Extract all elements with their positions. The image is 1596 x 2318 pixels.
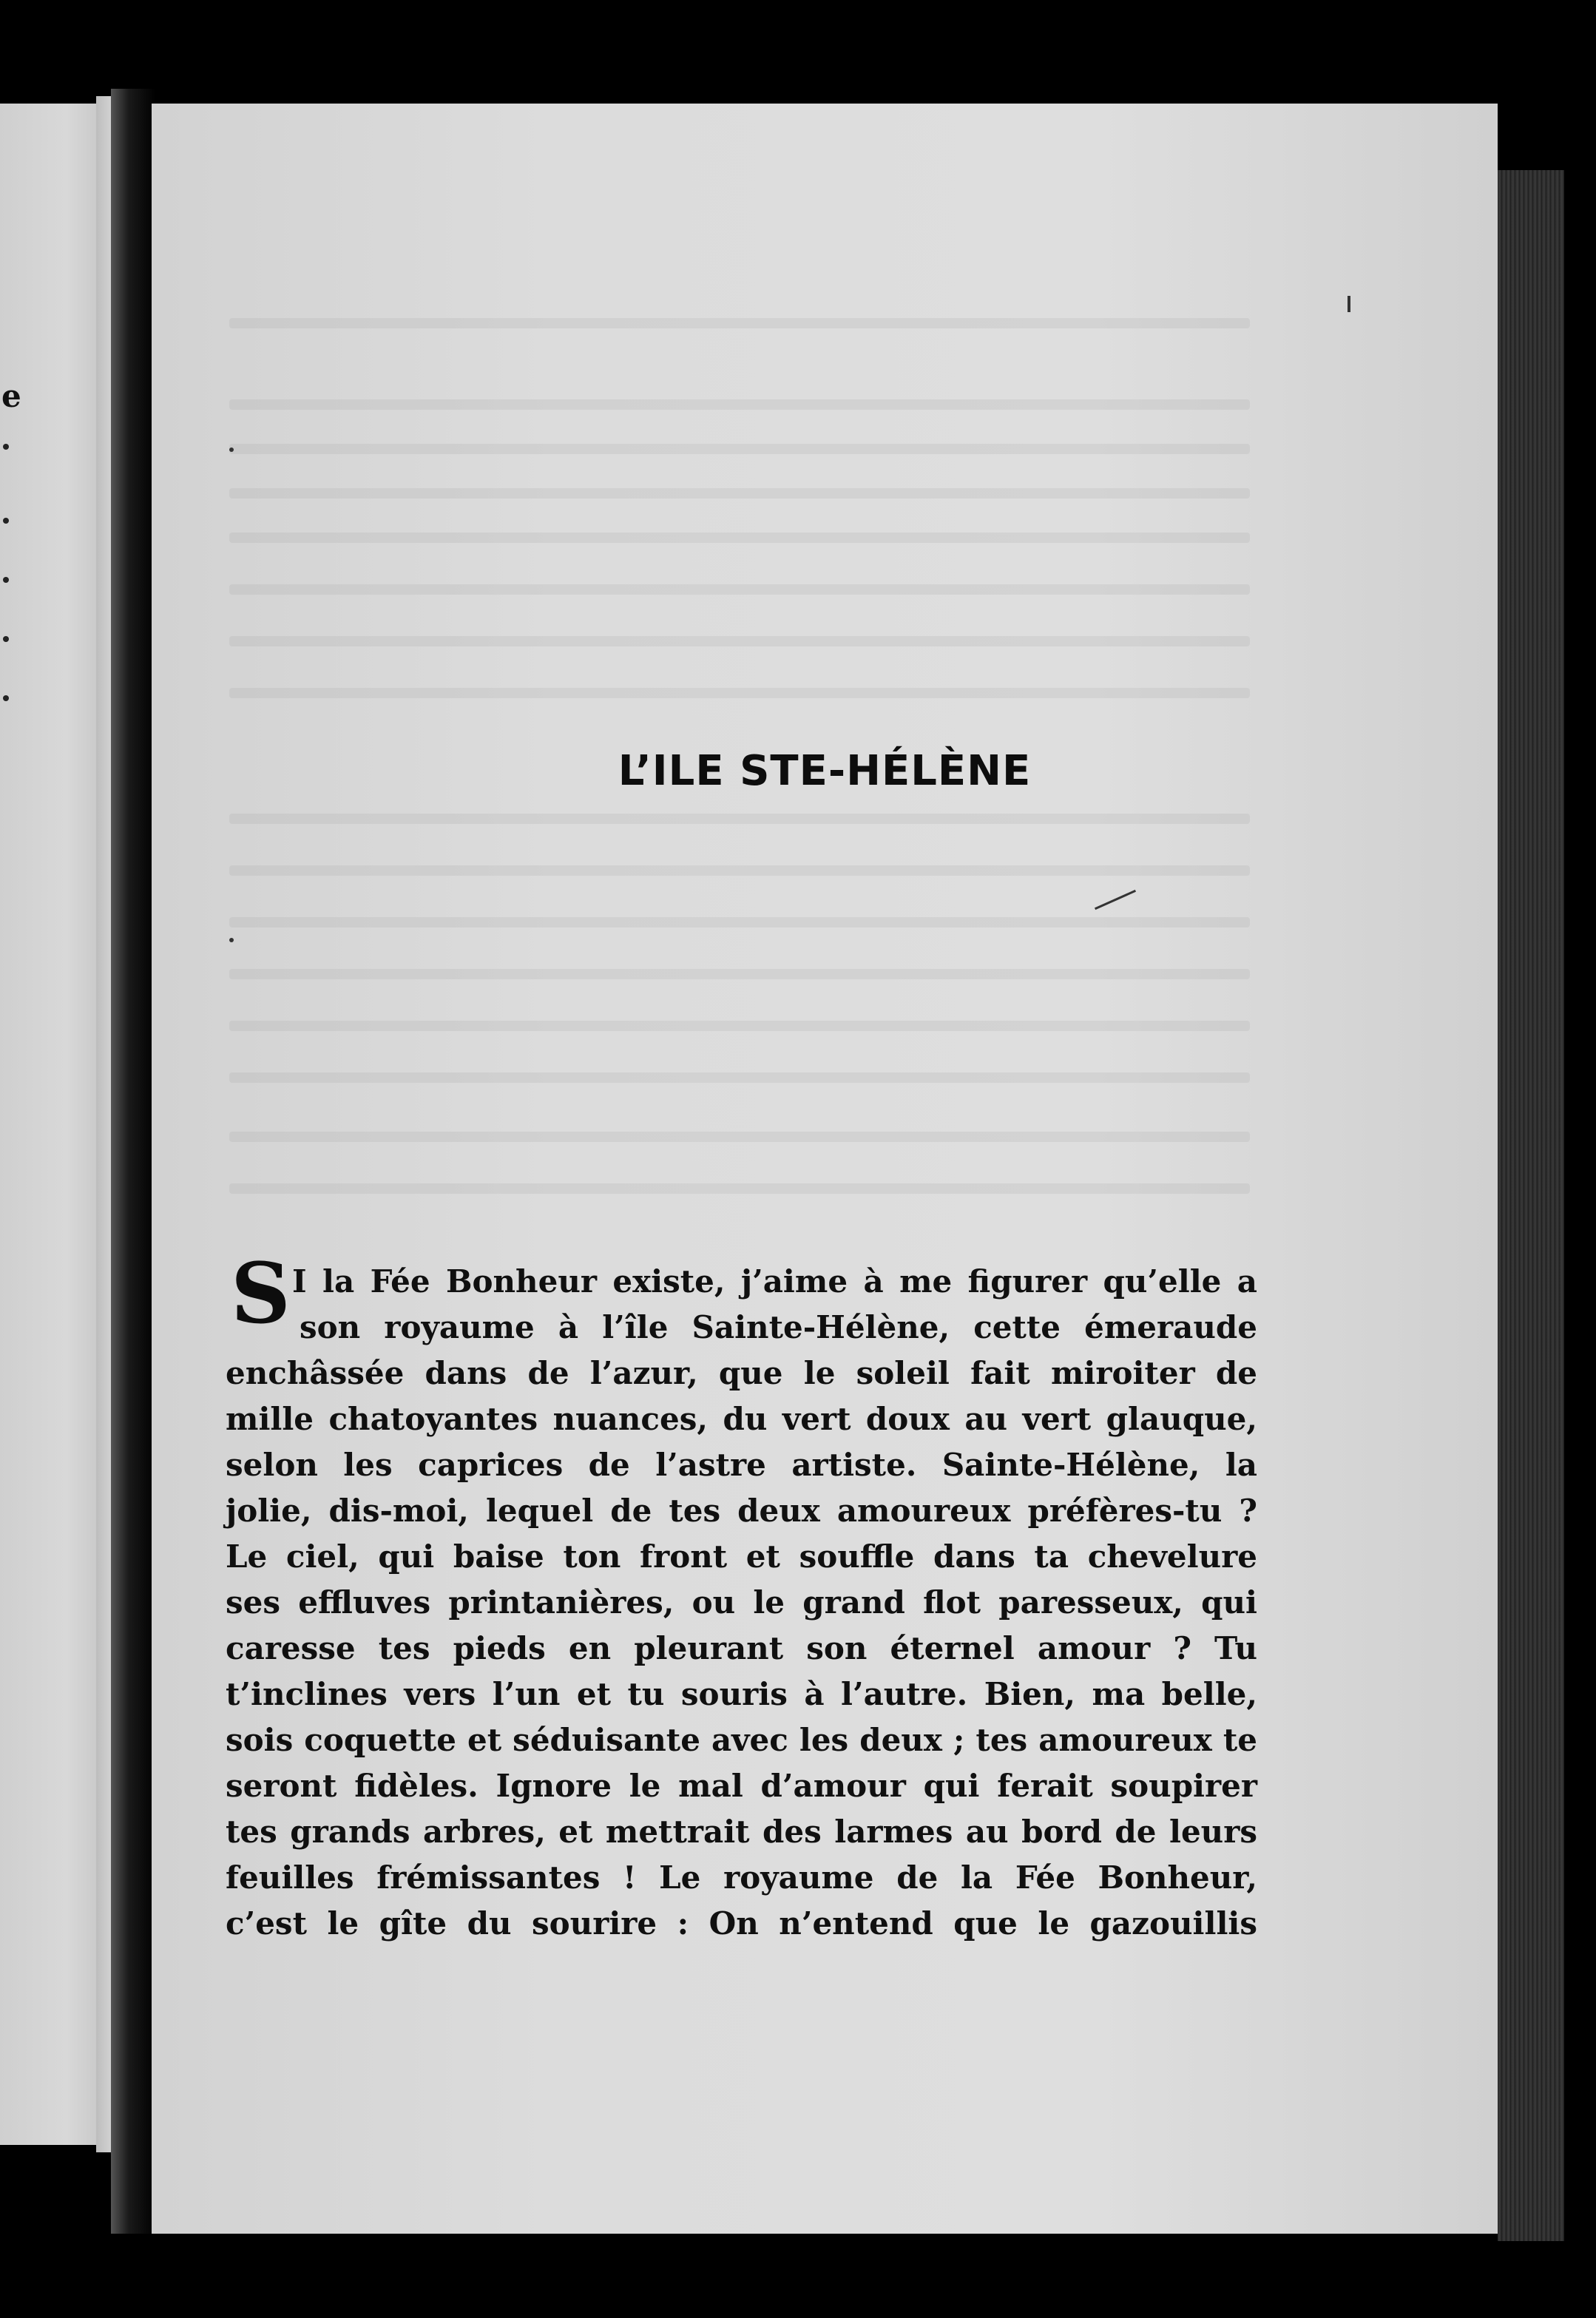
- show-through: [229, 1021, 1250, 1031]
- binding-gutter: [111, 89, 155, 2234]
- drop-cap: S: [231, 1246, 291, 1342]
- show-through: [229, 318, 1250, 328]
- chapter-title: L’ILE STE-HÉLÈNE: [618, 747, 1032, 795]
- show-through: [229, 1132, 1250, 1142]
- text-line: jolie, dis-moi, lequel de tes deux amoureux préfères-tu ?: [226, 1493, 1257, 1529]
- show-through: [229, 969, 1250, 979]
- show-through: [229, 584, 1250, 595]
- show-through: [229, 636, 1250, 646]
- text-line: feuilles frémissantes ! Le royaume de la Fée Bonheur,: [226, 1859, 1257, 1896]
- show-through: [229, 444, 1250, 454]
- left-page-mark: [3, 695, 9, 701]
- text-line: enchâssée dans de l’azur, que le soleil fait miroiter de: [226, 1355, 1257, 1391]
- stray-mark: [1348, 296, 1350, 312]
- show-through: [229, 1072, 1250, 1083]
- left-facing-page: [0, 104, 111, 2145]
- show-through: [229, 533, 1250, 543]
- show-through: [229, 1183, 1250, 1194]
- text-line: tes grands arbres, et mettrait des larmes au bord de leurs: [226, 1814, 1257, 1850]
- body-paragraph: [226, 1259, 1257, 1947]
- show-through: [229, 865, 1250, 876]
- left-page-fragment: e: [1, 378, 21, 414]
- show-through: [229, 814, 1250, 824]
- text-line: I la Fée Bonheur existe, j’aime à me figurer qu’elle a: [292, 1263, 1257, 1300]
- text-line: son royaume à l’île Sainte-Hélène, cette émeraude: [300, 1309, 1257, 1345]
- text-line: selon les caprices de l’astre artiste. Sainte-Hélène, la: [226, 1447, 1257, 1483]
- left-page-mark: [3, 636, 9, 642]
- text-line: Le ciel, qui baise ton front et souffle dans ta chevelure: [226, 1538, 1257, 1575]
- show-through: [229, 917, 1250, 927]
- stray-mark: [229, 938, 234, 942]
- left-page-mark: [3, 444, 9, 450]
- text-line: caresse tes pieds en pleurant son éternel amour ? Tu: [226, 1630, 1257, 1666]
- page-edges: [1498, 170, 1564, 2241]
- stray-mark: [229, 447, 234, 452]
- show-through: [229, 688, 1250, 698]
- text-line: sois coquette et séduisante avec les deux ; tes amoureux te: [226, 1722, 1257, 1758]
- left-page-mark: [3, 577, 9, 583]
- show-through: [229, 488, 1250, 499]
- text-line: c’est le gîte du sourire : On n’entend que le gazouillis: [226, 1905, 1257, 1942]
- text-line: ses effluves printanières, ou le grand flot paresseux, qui: [226, 1584, 1257, 1621]
- left-page-mark: [3, 518, 9, 524]
- text-line: mille chatoyantes nuances, du vert doux au vert glauque,: [226, 1401, 1257, 1437]
- text-line: seront fidèles. Ignore le mal d’amour qui ferait soupirer: [226, 1768, 1257, 1804]
- text-line: t’inclines vers l’un et tu souris à l’autre. Bien, ma belle,: [226, 1676, 1257, 1712]
- show-through: [229, 399, 1250, 410]
